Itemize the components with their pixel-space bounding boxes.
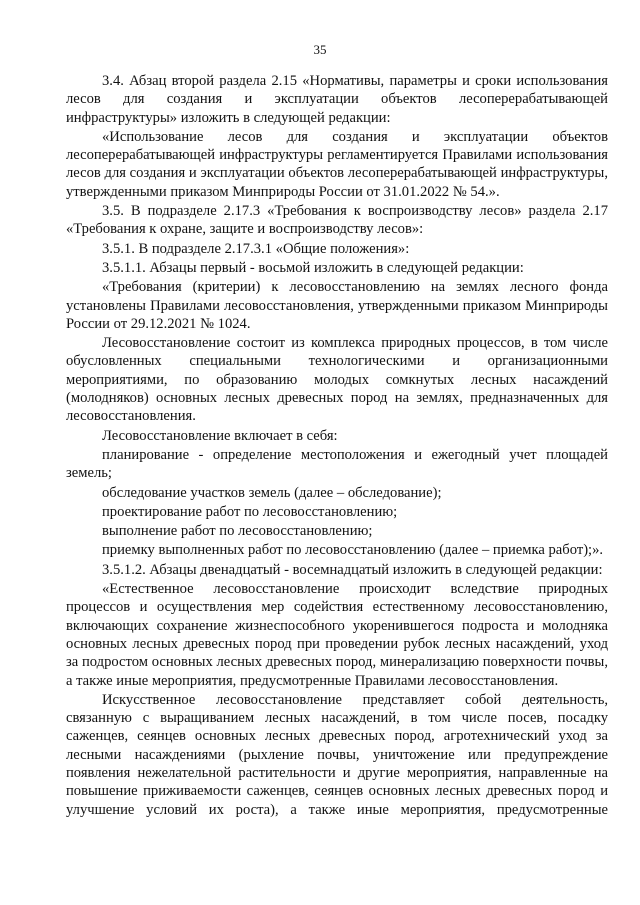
page-number: 35 — [313, 42, 327, 57]
paragraph-3-5: 3.5. В подразделе 2.17.3 «Требования к воспроизводству лесов» раздела 2.17 «Требования к охране, защите и воспроизводству лесов»: — [66, 203, 608, 238]
paragraph-reforestation-includes: Лесовосстановление включает в себя: — [102, 427, 338, 444]
paragraph-3-5-1-2: 3.5.1.2. Абзацы двенадцатый - восемнадцатый изложить в следующей редакции: — [102, 561, 603, 578]
paragraph-requirements: «Требования (критерии) к лесовосстановлению на землях лесного фонда установлены Правилами лесовосстановления, утвержденными приказом Минприроды России от 29.12.2021 № 1024. — [66, 279, 608, 332]
list-item-execution: выполнение работ по лесовосстановлению; — [102, 523, 373, 540]
list-item-planning: планирование - определение местоположения и ежегодный учет площадей земель; — [66, 446, 608, 482]
paragraph-3-4-text: «Использование лесов для создания и эксплуатации объектов лесоперерабатывающей инфраструктуры регламентируется Правилами использования лесов для создания и эксплуатации объектов лесоперерабатывающей инфраструктуры, утвержденными приказом Минприроды России от 31.01.2022 № 54.». — [66, 128, 608, 200]
paragraph-3-4: 3.4. Абзац второй раздела 2.15 «Нормативы, параметры и сроки использования лесов для создания и эксплуатации объектов лесоперерабатывающей инфраструктуры» изложить в следующей редакции: — [66, 73, 608, 126]
paragraph-reforestation-definition: Лесовосстановление состоит из комплекса природных процессов, в том числе обусловленных специальными технологическими и организационными мероприятиями, по образованию молодых сомкнутых лесных насаждений (молодняков) основных лесных древесных пород на землях, предназначенных для лесовосстановления. — [66, 335, 608, 425]
document-body — [66, 72, 608, 820]
paragraph-natural-reforestation: «Естественное лесовосстановление происходит вследствие природных процессов и осуществления мер содействия естественному лесовосстановлению, включающих сохранение жизнеспособного укоренившегося подроста и молодняка основных лесных древесных пород при проведении рубок лесных насаждений, уход за подростом основных лесных древесных пород, минерализацию поверхности почвы, а также иные мероприятия, предусмотренные Правилами лесовосстановления. — [66, 581, 608, 689]
list-item-design: проектирование работ по лесовосстановлению; — [102, 503, 398, 520]
paragraph-artificial-reforestation: Искусственное лесовосстановление представляет собой деятельность, связанную с выращиванием лесных насаждений, в том числе посев, посадку саженцев, сеянцев основных лесных древесных пород, агротехнический уход за лесными насаждениями (рыхление почвы, уничтожение или предупреждение появления нежелательной растительности и другие мероприятия, направленные на повышение приживаемости саженцев, сеянцев основных лесных древесных пород и улучшение условий их роста), а также иные мероприятия, предусмотренные — [66, 691, 608, 818]
paragraph-3-5-1: 3.5.1. В подразделе 2.17.3.1 «Общие положения»: — [102, 240, 410, 257]
paragraph-3-5-1-1: 3.5.1.1. Абзацы первый - восьмой изложить в следующей редакции: — [102, 259, 524, 276]
list-item-survey: обследование участков земель (далее – обследование); — [102, 484, 442, 501]
list-item-acceptance: приемку выполненных работ по лесовосстановлению (далее – приемка работ);». — [102, 542, 604, 559]
